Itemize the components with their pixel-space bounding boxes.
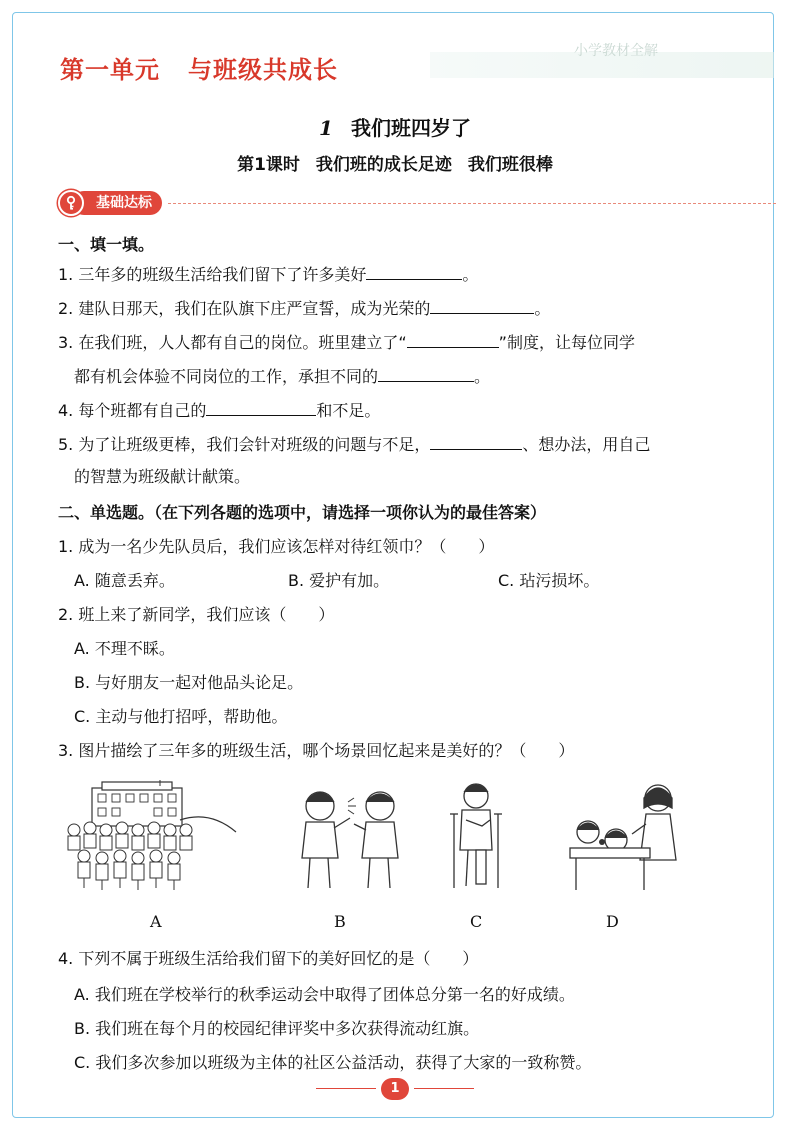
answer-blank[interactable] — [407, 330, 499, 348]
answer-blank[interactable] — [366, 262, 462, 280]
scene-label-c: C — [470, 912, 483, 931]
mc-question-1: 1. 成为一名少先队员后，我们应该怎样对待红领巾？（ ） — [58, 537, 495, 556]
footer-rule-right — [414, 1088, 474, 1089]
option-2c[interactable]: C. 主动与他打招呼，帮助他。 — [74, 707, 288, 726]
answer-blank[interactable] — [430, 296, 534, 314]
q4-end: 和不足。 — [316, 401, 381, 420]
section2-title: 二、单选题。（在下列各题的选项中，请选择一项你认为的最佳答案） — [58, 503, 547, 522]
fill-question-5 — [58, 432, 650, 455]
lesson-title — [0, 112, 790, 141]
q5-text: 5. 为了让班级更棒，我们会针对班级的问题与不足， — [58, 435, 431, 454]
option-2a[interactable]: A. 不理不睬。 — [74, 639, 175, 658]
mc-question-2: 2. 班上来了新同学，我们应该（ ） — [58, 605, 335, 624]
q2-text: 2. 建队日那天，我们在队旗下庄严宣誓，成为光荣的 — [58, 299, 431, 318]
mc-question-3: 3. 图片描绘了三年多的班级生活，哪个场景回忆起来是美好的？（ ） — [58, 741, 575, 760]
q3-text: 3. 在我们班，人人都有自己的岗位。班里建立了“ — [58, 333, 407, 352]
option-2b[interactable]: B. 与好朋友一起对他品头论足。 — [74, 673, 304, 692]
period-title-b: 我们班很棒 — [467, 155, 553, 175]
answer-blank[interactable] — [430, 432, 522, 450]
option-4c[interactable]: C. 我们多次参加以班级为主体的社区公益活动，获得了大家的一致称赞。 — [74, 1053, 592, 1072]
q3-text-b: ”制度，让每位同学 — [498, 333, 635, 352]
q3-text-c: 都有机会体验不同岗位的工作，承担不同的 — [74, 367, 379, 386]
scene-label-b: B — [334, 912, 346, 931]
scene-c-injured-child[interactable] — [442, 780, 512, 892]
fill-question-1 — [58, 262, 478, 285]
fill-question-3 — [58, 330, 635, 353]
scene-a-class-photo[interactable] — [60, 780, 240, 892]
lesson-name: 我们班四岁了 — [350, 116, 471, 140]
footer-rule-left — [316, 1088, 376, 1089]
header-watermark: 小学教材全解 — [574, 43, 658, 59]
q3-end: 。 — [474, 367, 491, 386]
option-4b[interactable]: B. 我们班在每个月的校园纪律评奖中多次获得流动红旗。 — [74, 1019, 480, 1038]
mc-question-4: 4. 下列不属于班级生活给我们留下的美好回忆的是（ ） — [58, 949, 479, 968]
unit-title — [60, 50, 338, 85]
page-number: 1 — [381, 1078, 409, 1100]
unit-name: 与班级共成长 — [188, 56, 338, 84]
option-4a[interactable]: A. 我们班在学校举行的秋季运动会中取得了团体总分第一名的好成绩。 — [74, 985, 575, 1004]
option-1c[interactable]: C. 玷污损坏。 — [498, 571, 600, 590]
q2-end: 。 — [534, 299, 551, 318]
scene-label-d: D — [606, 912, 619, 931]
q5-text-b: 、想办法，用自己 — [522, 435, 651, 454]
lesson-number: 1 — [319, 116, 333, 140]
fill-question-5-cont: 的智慧为班级献计献策。 — [74, 467, 251, 486]
scene-illustrations — [60, 780, 740, 930]
scene-label-a: A — [150, 912, 162, 931]
key-icon — [58, 190, 84, 216]
option-1b[interactable]: B. 爱护有加。 — [288, 571, 390, 590]
q1-text: 1. 三年多的班级生活给我们留下了许多美好 — [58, 265, 367, 284]
q1-end: 。 — [462, 265, 479, 284]
period-title-a: 我们班的成长足迹 — [315, 155, 452, 175]
basics-banner — [58, 191, 776, 217]
period-title — [0, 150, 790, 175]
unit-number: 第一单元 — [60, 56, 160, 84]
period-label: 第1课时 — [237, 155, 300, 175]
fill-question-2 — [58, 296, 550, 319]
answer-blank[interactable] — [206, 398, 316, 416]
fill-question-3-cont — [74, 364, 490, 387]
scene-b-argument[interactable] — [292, 780, 412, 892]
fill-question-4 — [58, 398, 380, 421]
section1-title: 一、填一填。 — [58, 235, 155, 254]
answer-blank[interactable] — [378, 364, 474, 382]
scene-d-teacher-helping[interactable] — [566, 780, 694, 892]
q4-text: 4. 每个班都有自己的 — [58, 401, 207, 420]
basics-badge: 基础达标 — [72, 191, 162, 215]
option-1a[interactable]: A. 随意丢弃。 — [74, 571, 175, 590]
basics-divider — [168, 203, 776, 204]
